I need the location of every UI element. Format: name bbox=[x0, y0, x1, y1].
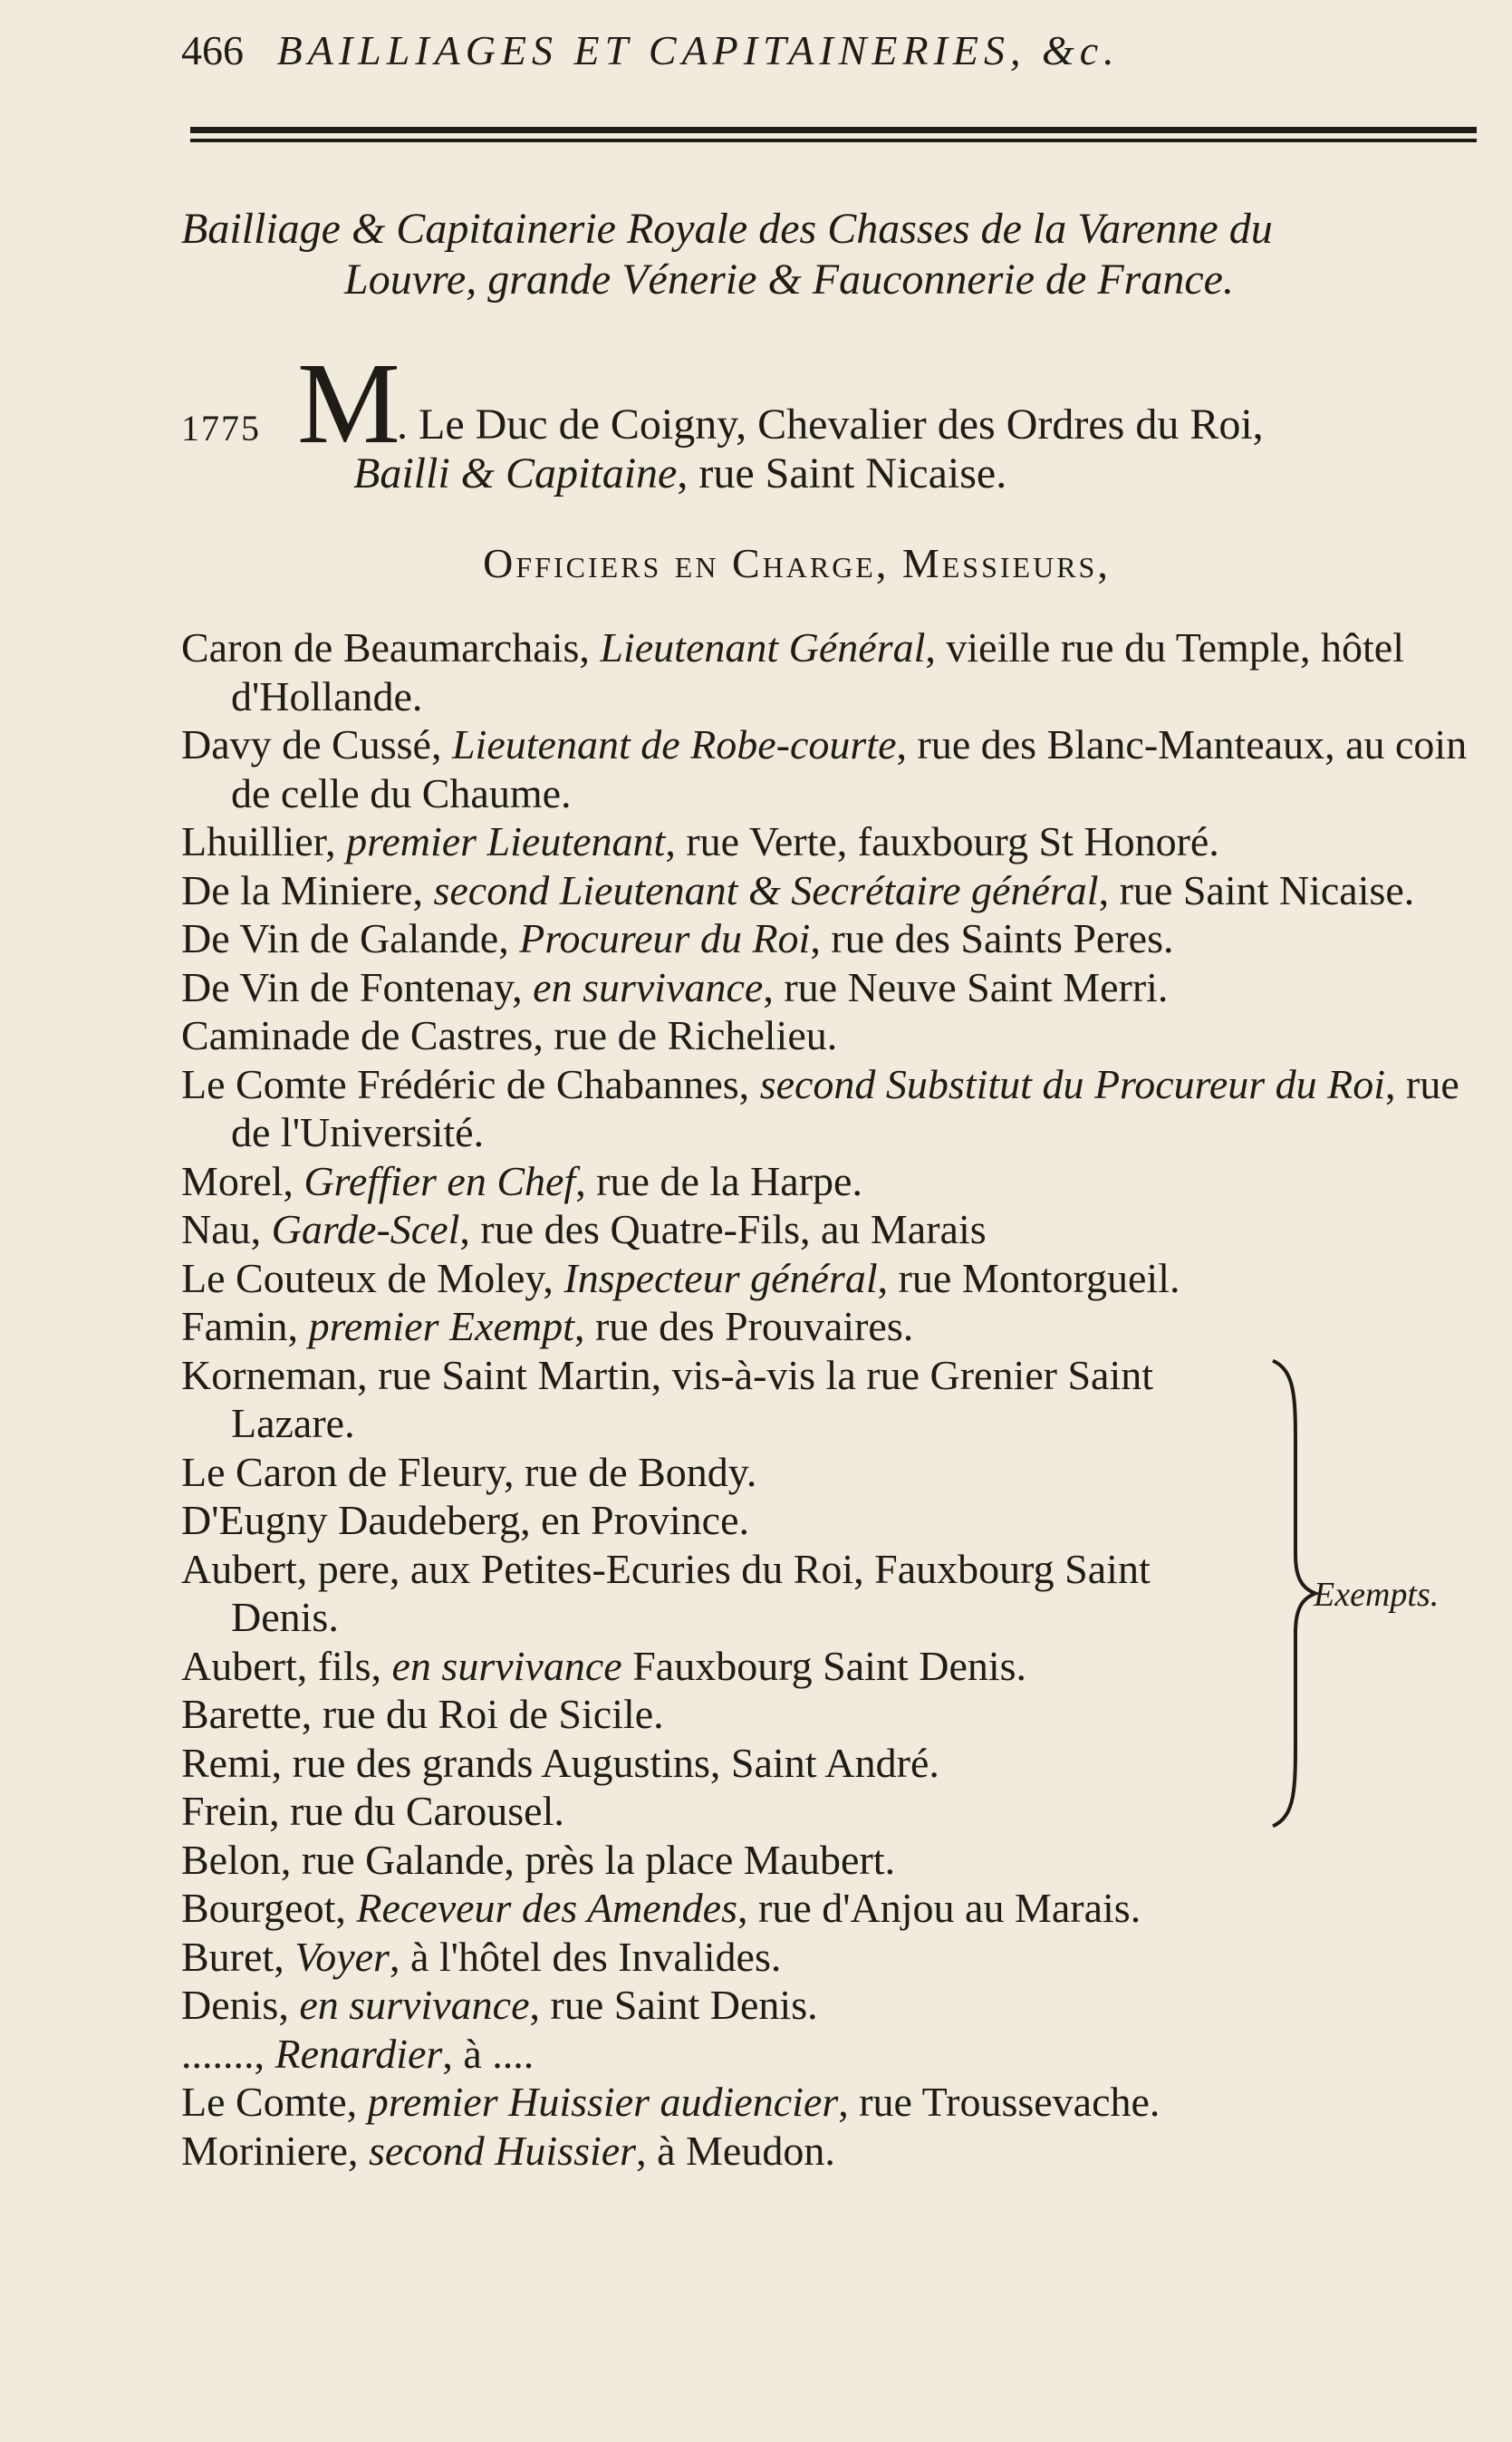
officer-address: en Province. bbox=[541, 1497, 750, 1543]
page-number: 466 bbox=[181, 27, 244, 73]
officer-office: en survivance bbox=[533, 963, 764, 1010]
officer-address: , rue Saint Denis. bbox=[529, 1982, 818, 2028]
officer-name: Morel, bbox=[181, 1157, 304, 1204]
officer-office: Voyer bbox=[294, 1933, 390, 1980]
officer-name: Remi, bbox=[181, 1739, 293, 1786]
officer-address: rue de Bondy. bbox=[524, 1448, 757, 1495]
officer-address: , rue Saint Nicaise. bbox=[1098, 866, 1415, 913]
officer-name: Famin, bbox=[181, 1303, 309, 1349]
officer-address: rue du Roi de Sicile. bbox=[322, 1691, 664, 1737]
entries-before-group bbox=[181, 623, 1486, 1351]
officer-office: Greffier en Chef bbox=[303, 1157, 576, 1204]
officer-name: Lhuillier, bbox=[181, 818, 347, 864]
officer-entry bbox=[181, 1981, 1486, 2030]
officer-entry bbox=[181, 2030, 1486, 2079]
officer-name: De la Miniere, bbox=[181, 866, 434, 913]
officer-entry bbox=[181, 623, 1486, 720]
drop-capital: M bbox=[297, 339, 400, 468]
officer-name: Moriniere, bbox=[181, 2127, 369, 2174]
officer-name: Le Couteux de Moley, bbox=[181, 1254, 564, 1301]
officer-name: Le Comte Frédéric de Chabannes, bbox=[181, 1060, 760, 1107]
officer-address: , rue Montorgueil. bbox=[877, 1254, 1180, 1301]
officer-entry bbox=[181, 1545, 1241, 1642]
officer-name: Caron de Beaumarchais, bbox=[181, 624, 601, 671]
exempts-entries bbox=[181, 1351, 1241, 1836]
officer-name: Davy de Cussé, bbox=[181, 721, 452, 767]
officer-office: Garde-Scel bbox=[271, 1206, 460, 1252]
header-rule-thin bbox=[190, 139, 1477, 142]
officer-entry bbox=[181, 1836, 1486, 1885]
officer-name: Denis, bbox=[181, 1982, 300, 2028]
officer-entry bbox=[181, 1254, 1486, 1303]
officer-entry bbox=[181, 1011, 1486, 1060]
officer-name: D'Eugny Daudeberg, bbox=[181, 1497, 542, 1543]
officer-entry bbox=[181, 720, 1486, 817]
officer-entry bbox=[181, 1448, 1241, 1497]
running-title: BAILLIAGES ET CAPITAINERIES, &c. bbox=[276, 27, 1120, 73]
officer-office: second Huissier bbox=[368, 2127, 637, 2174]
officer-office: Lieutenant de Robe-courte bbox=[451, 721, 897, 767]
officer-address: , vieille rue du Temple, hôtel d'Hollande. bbox=[231, 624, 1405, 719]
officer-address: rue Saint Martin, vis-à-vis la rue Grenier Saint Lazare. bbox=[231, 1351, 1154, 1446]
officers-list bbox=[181, 623, 1486, 2175]
officer-office: en survivance bbox=[299, 1982, 530, 2028]
officer-address: , rue de la Harpe. bbox=[575, 1157, 862, 1204]
officer-address: , rue Neuve Saint Merri. bbox=[763, 963, 1169, 1010]
officer-address: , rue des Prouvaires. bbox=[573, 1303, 914, 1349]
running-head bbox=[181, 25, 1120, 89]
officer-address: , à l'hôtel des Invalides. bbox=[389, 1933, 782, 1980]
margin-year: 1775 bbox=[181, 408, 261, 449]
officer-address: , rue des Blanc-Manteaux, au coin de celle du Chaume. bbox=[231, 721, 1468, 816]
officer-office: en survivance bbox=[391, 1642, 622, 1689]
officer-entry bbox=[181, 1933, 1486, 1982]
section-heading bbox=[181, 204, 1486, 305]
officer-name: Korneman, bbox=[181, 1351, 379, 1398]
exempts-label: Exempts. bbox=[1314, 1576, 1440, 1614]
officer-entry bbox=[181, 1060, 1486, 1157]
officer-entry bbox=[181, 866, 1486, 915]
officer-address: , rue des Quatre-Fils, au Marais bbox=[459, 1206, 987, 1252]
officer-office: Inspecteur général bbox=[563, 1254, 878, 1301]
officer-address: rue de Richelieu. bbox=[554, 1012, 838, 1058]
officer-entry bbox=[181, 1690, 1241, 1739]
chief-line-2 bbox=[353, 449, 1006, 499]
officer-address: , rue d'Anjou au Marais. bbox=[737, 1885, 1141, 1931]
officer-entry bbox=[181, 1205, 1486, 1254]
officer-entry bbox=[181, 2078, 1486, 2127]
officer-office: second Lieutenant & Secrétaire général bbox=[433, 866, 1099, 913]
officer-entry bbox=[181, 1302, 1486, 1351]
officer-entry bbox=[181, 2127, 1486, 2176]
officer-name: Bourgeot, bbox=[181, 1885, 357, 1931]
officer-entry bbox=[181, 914, 1486, 963]
officer-entry bbox=[181, 1787, 1241, 1836]
officer-entry bbox=[181, 1884, 1486, 1933]
officer-office: Receveur des Amendes bbox=[356, 1885, 738, 1931]
officer-address: , à .... bbox=[442, 2030, 534, 2077]
officer-address: Fauxbourg Saint Denis. bbox=[621, 1642, 1027, 1689]
officer-address: rue des grands Augustins, Saint André. bbox=[292, 1739, 939, 1786]
chief-title: Bailli & Capitaine bbox=[353, 449, 678, 497]
officer-office: Lieutenant Général bbox=[600, 624, 926, 671]
officer-office: Renardier bbox=[274, 2030, 443, 2077]
officer-address: , rue Verte, fauxbourg St Honoré. bbox=[665, 818, 1219, 864]
officers-subheading: Officiers en Charge, Messieurs, bbox=[483, 540, 1111, 586]
officer-office: premier Huissier audiencier bbox=[367, 2079, 839, 2125]
officer-name: Aubert, fils, bbox=[181, 1642, 392, 1689]
officer-name: Le Caron de Fleury, bbox=[181, 1448, 525, 1495]
officer-entry bbox=[181, 1642, 1241, 1691]
officer-office: Procureur du Roi bbox=[519, 915, 811, 961]
officer-name: Le Comte, bbox=[181, 2079, 368, 2125]
officer-name: De Vin de Galande, bbox=[181, 915, 520, 961]
officer-name: De Vin de Fontenay, bbox=[181, 963, 534, 1010]
officer-address: rue Galande, près la place Maubert. bbox=[301, 1836, 896, 1883]
chief-address: , rue Saint Nicaise. bbox=[677, 449, 1007, 497]
officer-address: aux Petites-Ecuries du Roi, Fauxbourg Saint Denis. bbox=[231, 1545, 1151, 1640]
officer-entry bbox=[181, 1739, 1241, 1788]
officer-entry bbox=[181, 817, 1486, 866]
officer-address: rue du Carousel. bbox=[290, 1788, 564, 1834]
officer-name: Frein, bbox=[181, 1788, 291, 1834]
officer-entry bbox=[181, 1351, 1241, 1448]
officer-entry bbox=[181, 1496, 1241, 1545]
officer-name: ......., bbox=[181, 2030, 275, 2077]
chief-line-1: . Le Duc de Coigny, Chevalier des Ordres du Roi, bbox=[397, 401, 1264, 449]
officer-address: , à Meudon. bbox=[636, 2127, 835, 2174]
officer-entry bbox=[181, 963, 1486, 1012]
officer-name: Nau, bbox=[181, 1206, 272, 1252]
officer-address: , rue des Saints Peres. bbox=[810, 915, 1174, 961]
officer-office: premier Exempt bbox=[308, 1303, 574, 1349]
heading-line-2: Louvre, grande Vénerie & Fauconnerie de France. bbox=[344, 256, 1234, 304]
officer-name: Aubert, pere, bbox=[181, 1545, 410, 1592]
officer-address: , rue de l'Université. bbox=[231, 1060, 1459, 1155]
heading-line-1: Bailliage & Capitainerie Royale des Chasses de la Varenne du bbox=[181, 205, 1273, 253]
exempts-group bbox=[181, 1351, 1486, 1836]
officer-office: premier Lieutenant bbox=[346, 818, 666, 864]
officer-name: Caminade de Castres, bbox=[181, 1012, 554, 1058]
header-rule-thick bbox=[190, 127, 1477, 133]
officer-name: Belon, bbox=[181, 1836, 302, 1883]
officer-office: second Substitut du Procureur du Roi bbox=[759, 1060, 1386, 1107]
officer-address: , rue Troussevache. bbox=[838, 2079, 1160, 2125]
officer-name: Barette, bbox=[181, 1691, 323, 1737]
entries-after-group bbox=[181, 1836, 1486, 2176]
officer-entry bbox=[181, 1157, 1486, 1206]
officer-name: Buret, bbox=[181, 1933, 295, 1980]
